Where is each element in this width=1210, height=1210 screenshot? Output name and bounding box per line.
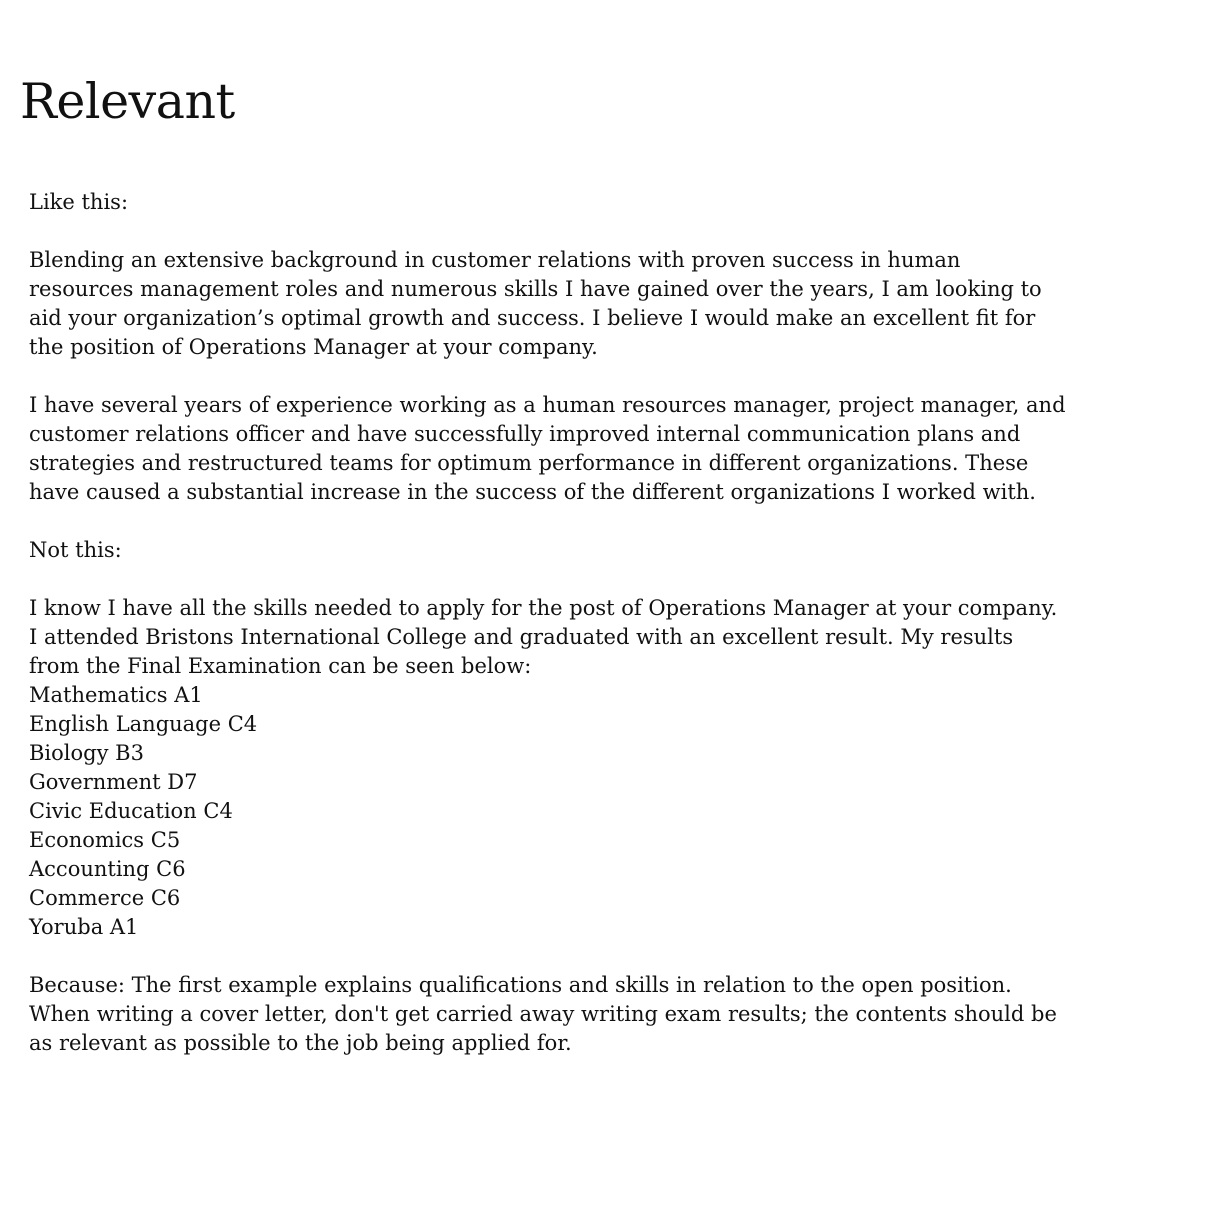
bad-example-paragraph — [29, 594, 1179, 681]
not-this-label: Not this: — [29, 538, 122, 562]
text-line: I have several years of experience working as a human resources manager, project manager, and — [29, 393, 1066, 417]
exam-result-item: Yoruba A1 — [29, 915, 139, 939]
paragraph-gap — [29, 362, 1179, 391]
good-example-paragraph-1 — [29, 246, 1179, 362]
text-line: Blending an extensive background in customer relations with proven success in human — [29, 248, 961, 272]
because-paragraph — [29, 971, 1179, 1058]
exam-result-item: Government D7 — [29, 770, 198, 794]
good-example-paragraph-2 — [29, 391, 1179, 507]
exam-result-item: Civic Education C4 — [29, 799, 233, 823]
exam-result-item: Biology B3 — [29, 741, 144, 765]
text-line: aid your organization’s optimal growth and success. I believe I would make an excellent fit for — [29, 306, 1036, 330]
text-line: Because: The first example explains qualifications and skills in relation to the open position. — [29, 973, 1012, 997]
text-line: strategies and restructured teams for optimum performance in different organizations. These — [29, 451, 1029, 475]
paragraph-gap — [29, 217, 1179, 246]
paragraph-gap — [29, 507, 1179, 536]
text-line: I know I have all the skills needed to apply for the post of Operations Manager at your company. — [29, 596, 1058, 620]
text-line: the position of Operations Manager at your company. — [29, 335, 598, 359]
exam-results-list — [29, 681, 1179, 942]
exam-result-item: Commerce C6 — [29, 886, 181, 910]
text-line: resources management roles and numerous skills I have gained over the years, I am looking to — [29, 277, 1042, 301]
paragraph-gap — [29, 565, 1179, 594]
document-body — [29, 188, 1179, 1058]
text-line: When writing a cover letter, don't get carried away writing exam results; the contents should be — [29, 1002, 1057, 1026]
exam-result-item: English Language C4 — [29, 712, 258, 736]
exam-result-item: Mathematics A1 — [29, 683, 203, 707]
text-line: from the Final Examination can be seen below: — [29, 654, 532, 678]
like-this-label: Like this: — [29, 190, 129, 214]
page-title: Relevant — [20, 73, 235, 130]
text-line: have caused a substantial increase in the success of the different organizations I worked with. — [29, 480, 1036, 504]
paragraph-gap — [29, 942, 1179, 971]
text-line: as relevant as possible to the job being applied for. — [29, 1031, 572, 1055]
exam-result-item: Accounting C6 — [29, 857, 186, 881]
exam-result-item: Economics C5 — [29, 828, 181, 852]
text-line: I attended Bristons International College and graduated with an excellent result. My results — [29, 625, 1014, 649]
text-line: customer relations officer and have successfully improved internal communication plans and — [29, 422, 1021, 446]
